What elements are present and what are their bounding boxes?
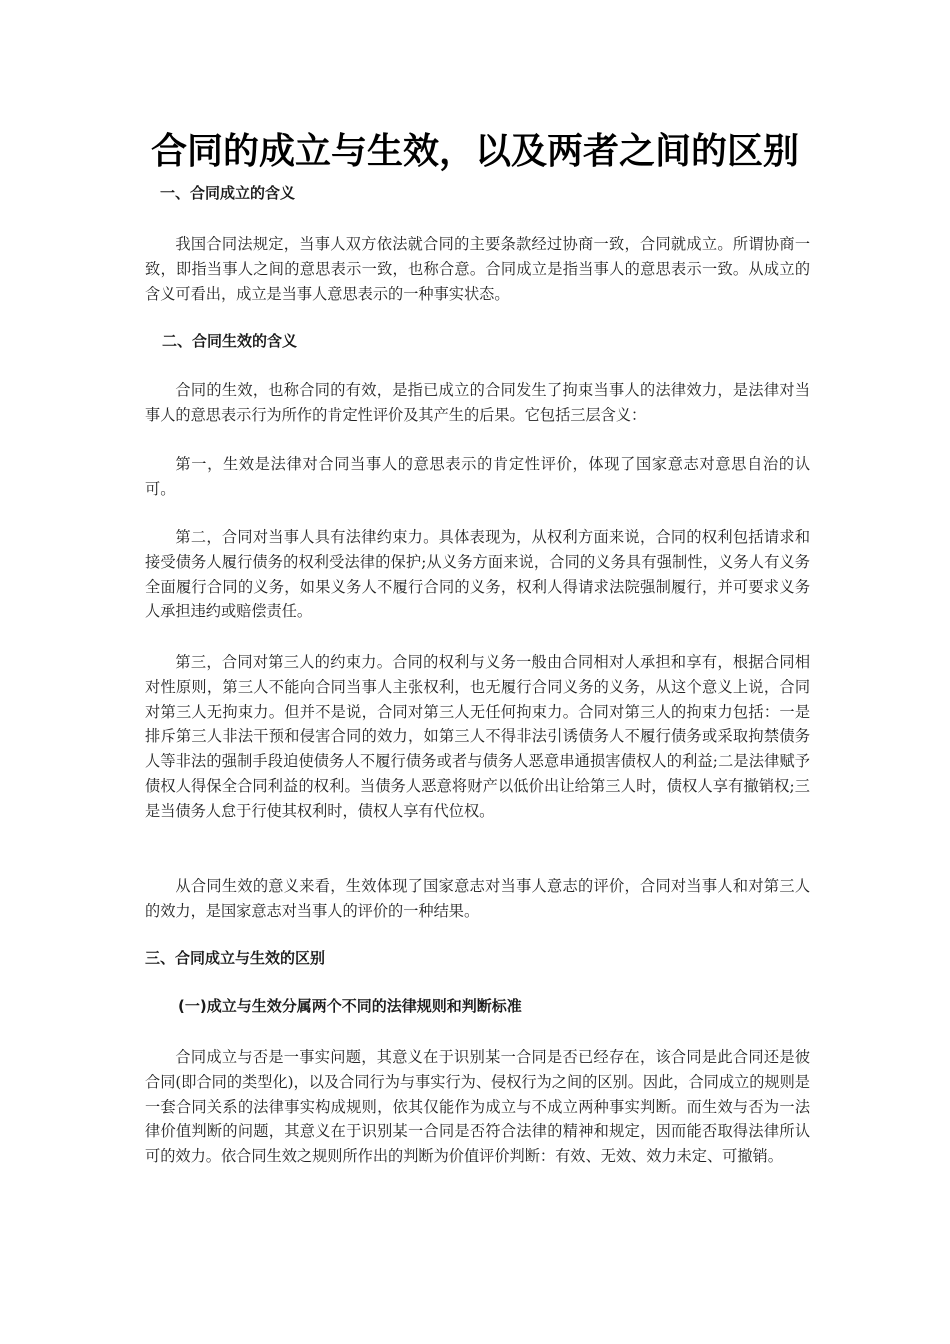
paragraph: 第三，合同对第三人的约束力。合同的权利与义务一般由合同相对人承担和享有，根据合同相对性原则，第三人不能向合同当事人主张权利，也无履行合同义务的义务，从这个意义上说，合同对第三人无拘束力。但并不是说，合同对第三人无任何拘束力。合同对第三人的拘束力包括：一是排斥第三人非法干预和侵害合同的效力，如第三人不得非法引诱债务人不履行债务或采取拘禁债务人等非法的强制手段迫使债务人不履行债务或者与债务人恶意串通损害债权人的利益;二是法律赋予债权人得保全合同利益的权利。当债务人恶意将财产以低价出让给第三人时，债权人享有撤销权;三是当债务人怠于行使其权利时，债权人享有代位权。	[145, 653, 810, 820]
paragraph: 从合同生效的意义来看，生效体现了国家意志对当事人意志的评价，合同对当事人和对第三人的效力，是国家意志对当事人的评价的一种结果。	[145, 877, 810, 920]
section-heading: 二、合同生效的含义	[162, 332, 298, 350]
paragraph: 第二，合同对当事人具有法律约束力。具体表现为，从权利方面来说，合同的权利包括请求和接受债务人履行债务的权利受法律的保护;从义务方面来说，合同的义务具有强制性，义务人有义务全面履行合同的义务，如果义务人不履行合同的义务，权利人得请求法院强制履行，并可要求义务人承担违约或赔偿责任。	[145, 528, 810, 621]
paragraph: 合同的生效，也称合同的有效，是指已成立的合同发生了拘束当事人的法律效力，是法律对当事人的意思表示行为所作的肯定性评价及其产生的后果。它包括三层含义：	[145, 381, 810, 424]
subsection-heading: (一)成立与生效分属两个不同的法律规则和判断标准	[178, 997, 522, 1015]
paragraph: 第一，生效是法律对合同当事人的意思表示的肯定性评价，体现了国家意志对意思自治的认可。	[145, 455, 810, 498]
paragraph: 合同成立与否是一事实问题，其意义在于识别某一合同是否已经存在，该合同是此合同还是彼合同(即合同的类型化)，以及合同行为与事实行为、侵权行为之间的区别。因此，合同成立的规则是一套合同关系的法律事实构成规则，依其仅能作为成立与不成立两种事实判断。而生效与否为一法律价值判断的问题，其意义在于识别某一合同是否符合法律的精神和规定，因而能否取得法律所认可的效力。依合同生效之规则所作出的判断为价值评价判断：有效、无效、效力未定、可撤销。	[145, 1048, 810, 1166]
document-title: 合同的成立与生效，以及两者之间的区别	[150, 130, 799, 172]
section-heading: 三、合同成立与生效的区别	[145, 949, 326, 967]
paragraph: 我国合同法规定，当事人双方依法就合同的主要条款经过协商一致，合同就成立。所谓协商一致，即指当事人之间的意思表示一致，也称合意。合同成立是指当事人的意思表示一致。从成立的含义可看出，成立是当事人意思表示的一种事实状态。	[145, 235, 810, 303]
section-heading: 一、合同成立的含义	[160, 184, 296, 202]
